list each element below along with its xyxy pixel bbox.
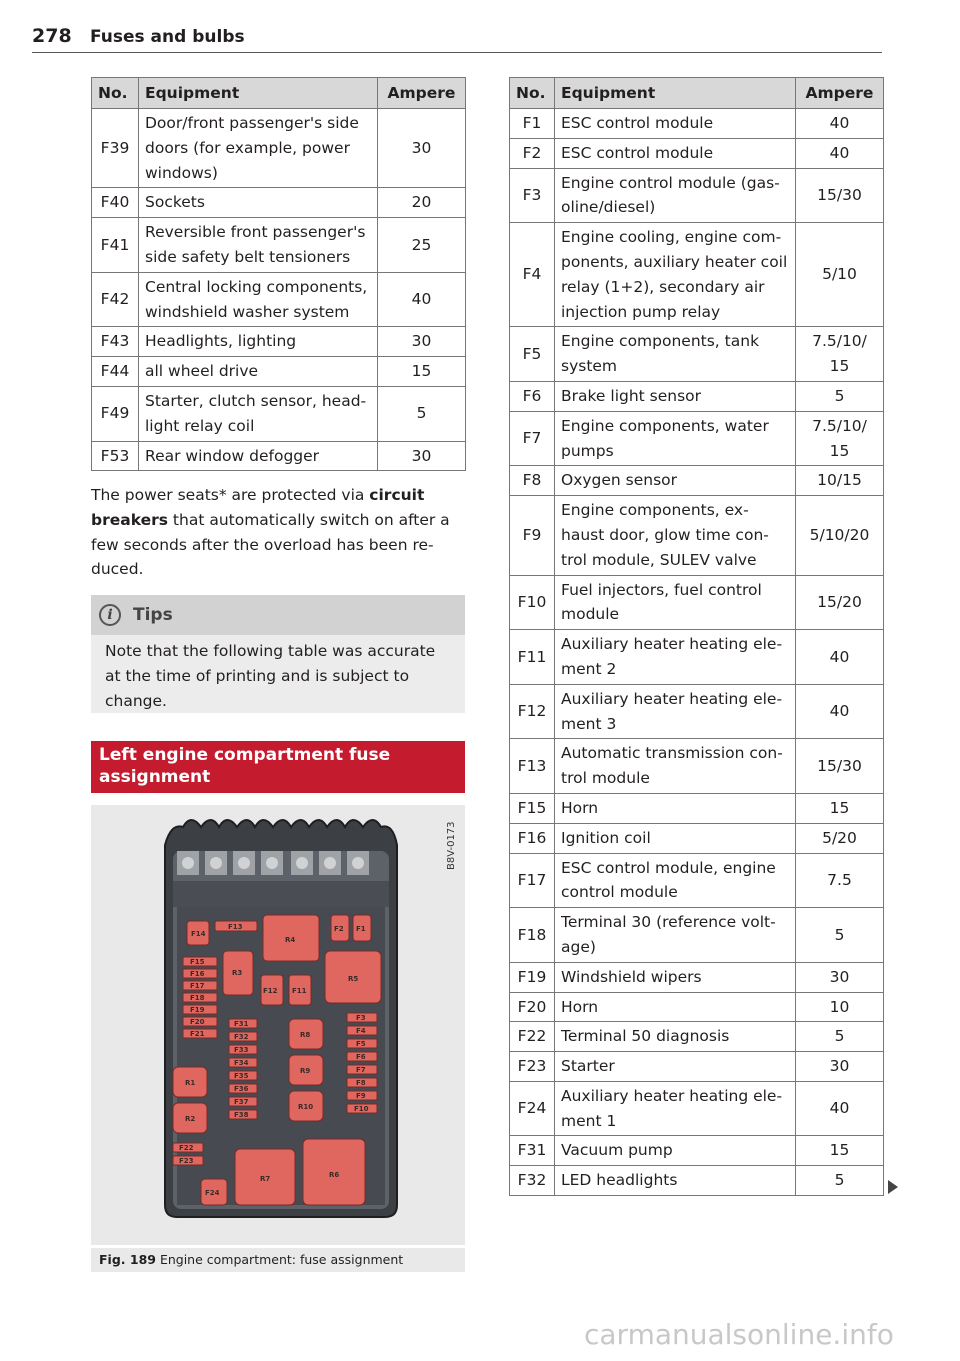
- fuse-ampere: 40: [796, 109, 884, 139]
- svg-text:F34: F34: [234, 1059, 249, 1067]
- col-header-equipment: Equipment: [139, 78, 378, 109]
- label-r6: R6: [329, 1171, 340, 1179]
- fuse-ampere: 30: [378, 109, 466, 188]
- fuse-equipment: ESC control module: [555, 138, 796, 168]
- fuse-equipment: Starter, clutch sensor, head- light relay coil: [139, 386, 378, 441]
- fuse-number: F44: [92, 357, 139, 387]
- figure-code: B8V-0173: [446, 821, 457, 870]
- fuse-equipment: Terminal 30 (reference volt- age): [555, 908, 796, 963]
- table-row: [510, 575, 884, 630]
- table-row: [510, 1081, 884, 1136]
- circuit-breaker-paragraph: [91, 483, 465, 582]
- fuse-ampere: 7.5: [796, 853, 884, 908]
- label-f13: F13: [228, 923, 243, 931]
- fuse-ampere: 15/20: [796, 575, 884, 630]
- table-row: [92, 218, 466, 273]
- fuse-number: F24: [510, 1081, 555, 1136]
- fuse-equipment: Reversible front passenger's side safety belt tensioners: [139, 218, 378, 273]
- fuse-number: F19: [510, 962, 555, 992]
- table-row: [510, 168, 884, 223]
- fuse-number: F1: [510, 109, 555, 139]
- table-row: [510, 411, 884, 466]
- svg-text:F18: F18: [190, 994, 205, 1002]
- label-r5: R5: [348, 975, 359, 983]
- tips-box: [91, 595, 465, 713]
- fuse-column-f15-f21: [183, 957, 217, 1038]
- table-row: [510, 138, 884, 168]
- fuse-ampere: 40: [796, 684, 884, 739]
- fuse-ampere: 20: [378, 188, 466, 218]
- paragraph-bold: circuit breakers: [91, 486, 425, 529]
- fuse-equipment: Engine cooling, engine com- ponents, auxiliary heater coil relay (1+2), secondary air injection pump relay: [555, 223, 796, 327]
- fuse-ampere: 25: [378, 218, 466, 273]
- table-row: [510, 992, 884, 1022]
- table-row: [92, 188, 466, 218]
- fuse-number: F49: [92, 386, 139, 441]
- fuse-number: F22: [510, 1022, 555, 1052]
- fuse-number: F17: [510, 853, 555, 908]
- label-f12: F12: [263, 987, 278, 995]
- info-icon: i: [99, 604, 121, 626]
- tips-heading: Tips: [133, 605, 173, 625]
- watermark: carmanualsonline.info: [584, 1318, 894, 1351]
- table-row: [510, 853, 884, 908]
- col-header-no: No.: [510, 78, 555, 109]
- fuse-number: F39: [92, 109, 139, 188]
- fuse-number: F13: [510, 739, 555, 794]
- svg-text:F17: F17: [190, 982, 205, 990]
- table-row: [510, 739, 884, 794]
- svg-text:F36: F36: [234, 1085, 249, 1093]
- fuse-ampere: 7.5/10/ 15: [796, 327, 884, 382]
- fuse-ampere: 15: [796, 793, 884, 823]
- label-f11: F11: [292, 987, 307, 995]
- page-number: 278: [32, 25, 72, 47]
- fuse-equipment: Terminal 50 diagnosis: [555, 1022, 796, 1052]
- fuse-ampere: 15: [796, 1136, 884, 1166]
- table-row: [510, 496, 884, 575]
- fuse-ampere: 7.5/10/ 15: [796, 411, 884, 466]
- fuse-number: F43: [92, 327, 139, 357]
- fuse-ampere: 15/30: [796, 739, 884, 794]
- fuse-equipment: Door/front passenger's side doors (for example, power windows): [139, 109, 378, 188]
- right-fuse-table: [509, 77, 884, 1196]
- fuse-equipment: Vacuum pump: [555, 1136, 796, 1166]
- fuse-number: F53: [92, 441, 139, 471]
- section-heading: Left engine compartment fuse assignment: [91, 741, 465, 793]
- label-r9: R9: [300, 1067, 311, 1075]
- fuse-number: F15: [510, 793, 555, 823]
- fuse-equipment: Central locking components, windshield washer system: [139, 272, 378, 327]
- page-header: [32, 24, 882, 53]
- label-f2: F2: [334, 925, 344, 933]
- fuse-equipment: Oxygen sensor: [555, 466, 796, 496]
- fuse-number: F16: [510, 823, 555, 853]
- svg-text:F5: F5: [356, 1040, 366, 1048]
- fuse-number: F18: [510, 908, 555, 963]
- table-row: [510, 793, 884, 823]
- fuse-equipment: Rear window defogger: [139, 441, 378, 471]
- fuse-equipment: Brake light sensor: [555, 381, 796, 411]
- fuse-ampere: 30: [796, 1052, 884, 1082]
- col-header-ampere: Ampere: [378, 78, 466, 109]
- svg-text:F8: F8: [356, 1079, 366, 1087]
- fuse-ampere: 10: [796, 992, 884, 1022]
- table-row: [510, 962, 884, 992]
- svg-text:F16: F16: [190, 970, 205, 978]
- paragraph-text-2: that automatically switch on after a few seconds after the overload has been re- duced.: [91, 510, 450, 579]
- fuse-number: F11: [510, 630, 555, 685]
- fuse-box-figure: [91, 805, 465, 1245]
- fuse-equipment: Horn: [555, 793, 796, 823]
- svg-text:F9: F9: [356, 1092, 366, 1100]
- table-row: [510, 1166, 884, 1196]
- label-r1: R1: [185, 1079, 196, 1087]
- paragraph-text: The power seats* are protected via: [91, 486, 370, 504]
- svg-text:F32: F32: [234, 1033, 249, 1041]
- label-r4: R4: [285, 936, 296, 944]
- fuse-number: F23: [510, 1052, 555, 1082]
- table-row: [510, 1022, 884, 1052]
- svg-text:F31: F31: [234, 1020, 249, 1028]
- fuse-equipment: LED headlights: [555, 1166, 796, 1196]
- col-header-equipment: Equipment: [555, 78, 796, 109]
- table-row: [510, 327, 884, 382]
- svg-text:F37: F37: [234, 1098, 249, 1106]
- fuse-ampere: 5: [796, 908, 884, 963]
- fuse-ampere: 15: [378, 357, 466, 387]
- table-row: [92, 357, 466, 387]
- fuse-ampere: 30: [378, 441, 466, 471]
- svg-text:F20: F20: [190, 1018, 205, 1026]
- label-f22: F22: [179, 1144, 194, 1152]
- svg-text:F6: F6: [356, 1053, 366, 1061]
- svg-text:F19: F19: [190, 1006, 205, 1014]
- col-header-ampere: Ampere: [796, 78, 884, 109]
- table-row: [510, 109, 884, 139]
- fuse-number: F41: [92, 218, 139, 273]
- col-header-no: No.: [92, 78, 139, 109]
- svg-text:F10: F10: [354, 1105, 369, 1113]
- fuse-number: F20: [510, 992, 555, 1022]
- fuse-ampere: 5/20: [796, 823, 884, 853]
- fuse-number: F10: [510, 575, 555, 630]
- svg-text:F4: F4: [356, 1027, 366, 1035]
- fuse-equipment: Engine components, water pumps: [555, 411, 796, 466]
- fuse-equipment: Engine components, tank system: [555, 327, 796, 382]
- fuse-ampere: 5/10: [796, 223, 884, 327]
- fuse-ampere: 5/10/20: [796, 496, 884, 575]
- fuse-number: F40: [92, 188, 139, 218]
- fuse-equipment: Auxiliary heater heating ele- ment 2: [555, 630, 796, 685]
- fuse-ampere: 5: [796, 381, 884, 411]
- fuse-number: F6: [510, 381, 555, 411]
- label-r10: R10: [298, 1103, 314, 1111]
- table-row: [510, 684, 884, 739]
- svg-text:F7: F7: [356, 1066, 366, 1074]
- fuse-number: F8: [510, 466, 555, 496]
- svg-text:F38: F38: [234, 1111, 249, 1119]
- svg-text:F33: F33: [234, 1046, 249, 1054]
- svg-text:F21: F21: [190, 1030, 205, 1038]
- fuse-number: F32: [510, 1166, 555, 1196]
- fuse-box-diagram: [91, 805, 465, 1245]
- table-row: [92, 109, 466, 188]
- fuse-number: F4: [510, 223, 555, 327]
- svg-text:F3: F3: [356, 1014, 366, 1022]
- table-row: [510, 908, 884, 963]
- fuse-number: F42: [92, 272, 139, 327]
- page-title: Fuses and bulbs: [90, 27, 245, 47]
- fuse-equipment: Ignition coil: [555, 823, 796, 853]
- fuse-ampere: 40: [796, 630, 884, 685]
- fuse-ampere: 40: [796, 138, 884, 168]
- fuse-number: F2: [510, 138, 555, 168]
- fuse-equipment: Fuel injectors, fuel control module: [555, 575, 796, 630]
- table-row: [510, 223, 884, 327]
- fuse-equipment: Headlights, lighting: [139, 327, 378, 357]
- fuse-ampere: 5: [796, 1166, 884, 1196]
- fuse-ampere: 40: [796, 1081, 884, 1136]
- continue-arrow-icon: [888, 1180, 898, 1194]
- fuse-number: F9: [510, 496, 555, 575]
- tips-heading-bar: [91, 595, 465, 635]
- fuse-equipment: Automatic transmission con- trol module: [555, 739, 796, 794]
- table-row: [510, 381, 884, 411]
- fuse-equipment: Starter: [555, 1052, 796, 1082]
- fuse-equipment: Engine control module (gas- oline/diesel): [555, 168, 796, 223]
- label-r3: R3: [232, 969, 243, 977]
- label-f1: F1: [356, 925, 366, 933]
- fuse-equipment: Auxiliary heater heating ele- ment 1: [555, 1081, 796, 1136]
- table-row: [510, 630, 884, 685]
- fuse-equipment: Engine components, ex- haust door, glow time con- trol module, SULEV valve: [555, 496, 796, 575]
- figure-caption: [91, 1248, 465, 1272]
- tips-text: Note that the following table was accurate at the time of printing and is subject to change.: [105, 642, 436, 710]
- label-f24: F24: [205, 1189, 220, 1197]
- fuse-equipment: all wheel drive: [139, 357, 378, 387]
- fuse-number: F12: [510, 684, 555, 739]
- table-row: [92, 272, 466, 327]
- fuse-ampere: 5: [796, 1022, 884, 1052]
- fuse-equipment: Auxiliary heater heating ele- ment 3: [555, 684, 796, 739]
- fuse-number: F3: [510, 168, 555, 223]
- fuse-number: F5: [510, 327, 555, 382]
- caption-text: Engine compartment: fuse assignment: [159, 1252, 404, 1267]
- fuse-ampere: 15/30: [796, 168, 884, 223]
- fuse-ampere: 30: [796, 962, 884, 992]
- table-row: [92, 327, 466, 357]
- table-row: [92, 386, 466, 441]
- fuse-equipment: ESC control module, engine control module: [555, 853, 796, 908]
- table-row: [510, 466, 884, 496]
- table-row: [510, 823, 884, 853]
- fuse-equipment: ESC control module: [555, 109, 796, 139]
- fuse-ampere: 40: [378, 272, 466, 327]
- fuse-number: F7: [510, 411, 555, 466]
- left-fuse-table: [91, 77, 466, 471]
- fuse-ampere: 10/15: [796, 466, 884, 496]
- label-r8: R8: [300, 1031, 311, 1039]
- table-row: [510, 1136, 884, 1166]
- label-r7: R7: [260, 1175, 271, 1183]
- label-f23: F23: [179, 1157, 194, 1165]
- fuse-equipment: Horn: [555, 992, 796, 1022]
- caption-label: Fig. 189: [99, 1252, 156, 1267]
- svg-text:F15: F15: [190, 958, 205, 966]
- fuse-number: F31: [510, 1136, 555, 1166]
- label-r2: R2: [185, 1115, 196, 1123]
- fuse-equipment: Windshield wipers: [555, 962, 796, 992]
- fuse-equipment: Sockets: [139, 188, 378, 218]
- fuse-ampere: 30: [378, 327, 466, 357]
- fuse-ampere: 5: [378, 386, 466, 441]
- table-row: [92, 441, 466, 471]
- table-row: [510, 1052, 884, 1082]
- svg-text:F35: F35: [234, 1072, 249, 1080]
- label-f14: F14: [191, 930, 206, 938]
